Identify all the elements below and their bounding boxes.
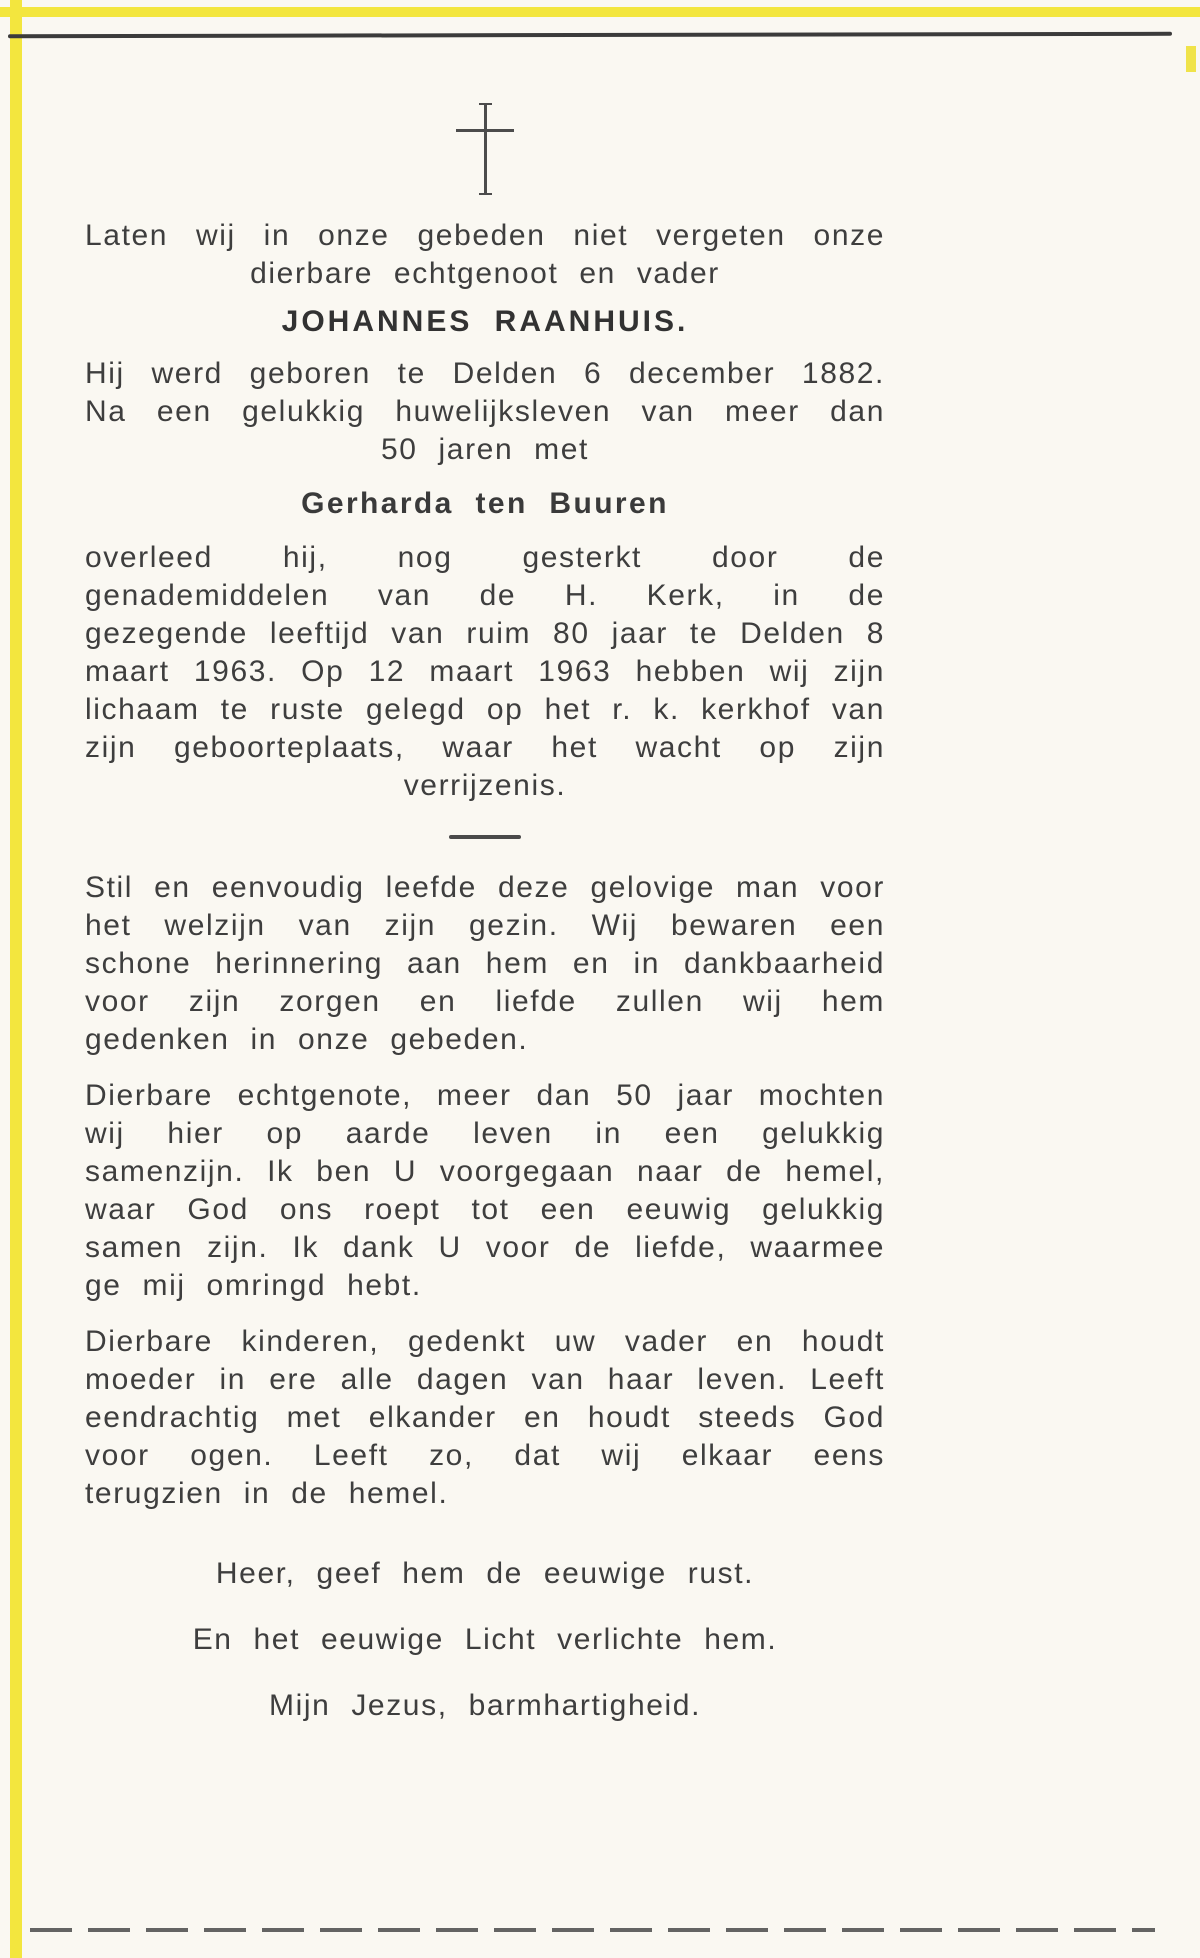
prayer-line-3: Mijn Jezus, barmhartigheid. bbox=[268, 1689, 702, 1722]
cross-vertical-bar bbox=[484, 103, 487, 195]
death-text: overleed hij, nog gesterkt door de genademiddelen van de H. Kerk, in de gezegende leeftijd van ruim 80 jaar te Delden 8 maart 1963. Op 12 maart 1963 hebben wij zijn lichaam te ruste gelegd op het r. k. kerkhof van zijn geboorteplaats, waar het wacht op zijn verrijzenis. bbox=[85, 541, 885, 802]
intro-text: Laten wij in onze gebeden niet vergeten onze dierbare echtgenoot en vader bbox=[85, 219, 885, 290]
memorial-paragraph-1: Stil en eenvoudig leefde deze gelovige man voor het welzijn van zijn gezin. Wij bewaren een schone herinnering aan hem en in dankbaarheid voor zijn zorgen en liefde zullen wij hem gedenken in onze gebeden. bbox=[85, 871, 885, 1056]
birth-text: Hij werd geboren te Delden 6 december 1882. Na een gelukkig huwelijksleven van meer dan 50 jaren met bbox=[85, 357, 885, 466]
prayer-line-2: En het eeuwige Licht verlichte hem. bbox=[192, 1623, 778, 1656]
bottom-border-line bbox=[30, 1928, 1155, 1932]
spouse-name: Gerharda ten Buuren bbox=[301, 487, 669, 520]
cross-icon bbox=[85, 103, 885, 195]
scan-edge-top bbox=[0, 7, 1200, 17]
memorial-paragraph-2: Dierbare echtgenote, meer dan 50 jaar mochten wij hier op aarde leven in een gelukkig samenzijn. Ik ben U voorgegaan naar de hemel, waar God ons roept tot een eeuwig gelukkig samen zijn. Ik dank U voor de liefde, waarmee ge mij omringd hebt. bbox=[85, 1079, 885, 1302]
scan-edge-right-mark bbox=[1186, 46, 1196, 72]
memorial-paragraph-3: Dierbare kinderen, gedenkt uw vader en houdt moeder in ere alle dagen van haar leven. Leeft eendrachtig met elkander en houdt steeds God voor ogen. Leeft zo, dat wij elkaar eens terugzien in de hemel. bbox=[85, 1325, 885, 1510]
prayer-line-1: Heer, geef hem de eeuwige rust. bbox=[215, 1557, 755, 1590]
section-divider bbox=[449, 835, 521, 839]
deceased-name: JOHANNES RAANHUIS. bbox=[281, 305, 689, 338]
top-border-line bbox=[8, 32, 1172, 38]
scan-edge-left bbox=[10, 0, 22, 1958]
card-content bbox=[85, 103, 885, 1725]
cross-horizontal-bar bbox=[456, 129, 514, 132]
